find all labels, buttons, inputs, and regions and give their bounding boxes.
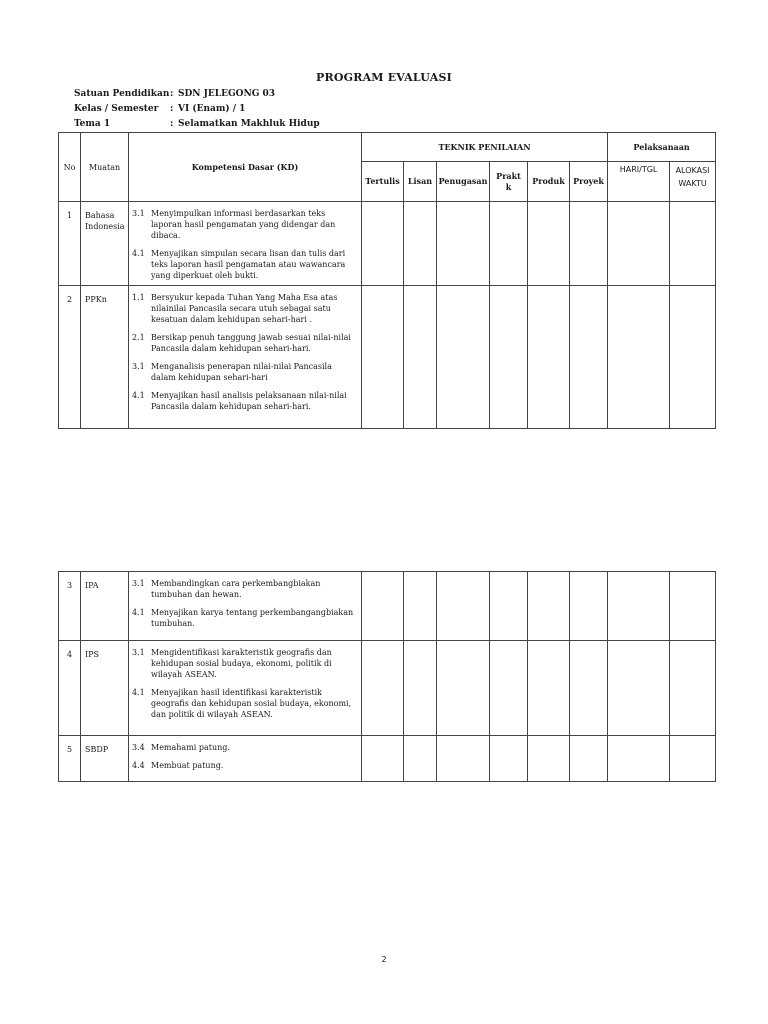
row-muatan (81, 286, 129, 429)
kd-item (132, 248, 357, 281)
header-lisan: Lisan (404, 162, 437, 202)
header-praktik-line1: Prakt (496, 170, 521, 181)
cell-hari-tgl (608, 286, 670, 429)
cell-hari-tgl (608, 736, 670, 782)
kd-item (132, 332, 357, 354)
cell-penugasan (437, 736, 490, 782)
kd-text: Menganalisis penerapan nilai-nilai Pancasila dalam kehidupan sehari-hari (151, 362, 332, 382)
cell-hari-tgl (608, 202, 670, 286)
kd-item (132, 361, 357, 383)
kd-item (132, 760, 357, 771)
cell-alokasi-waktu (670, 286, 716, 429)
kd-number: 3.1 (132, 362, 145, 371)
header-praktik (490, 162, 528, 202)
cell-penugasan (437, 572, 490, 641)
kd-number: 2.1 (132, 333, 145, 342)
row-muatan-line1: SBDP (85, 745, 109, 754)
meta-label: Tema 1 (74, 119, 111, 129)
header-tertulis: Tertulis (362, 162, 404, 202)
row-muatan-line1: PPKn (85, 295, 107, 304)
header-kd: Kompetensi Dasar (KD) (129, 133, 362, 202)
kd-text: Membandingkan cara perkembangbiakan tumbuhan dan hewan. (151, 579, 321, 599)
cell-proyek (570, 202, 608, 286)
meta-row-tema (74, 117, 320, 132)
cell-lisan (404, 202, 437, 286)
cell-praktik (490, 641, 528, 736)
kd-text: Menyajikan hasil identifikasi karakteristik geografis dan kehidupan sosial budaya, ekonomi, dan politik di wilayah ASEAN. (151, 688, 352, 719)
row-muatan-line1: IPA (85, 581, 99, 590)
kd-text: Mengidentifikasi karakteristik geografis dan kehidupan sosial budaya, ekonomi, politik di wilayah ASEAN. (151, 648, 332, 679)
kd-text: Memahami patung. (151, 743, 230, 752)
cell-produk (528, 286, 570, 429)
cell-tertulis (362, 641, 404, 736)
table-row (59, 641, 716, 736)
cell-hari-tgl (608, 641, 670, 736)
table-row (59, 286, 716, 429)
kd-item (132, 647, 357, 680)
kd-text: Menyajikan hasil analisis pelaksanaan nilai-nilai Pancasila dalam kehidupan sehari-hari. (151, 391, 347, 411)
cell-penugasan (437, 202, 490, 286)
row-muatan (81, 641, 129, 736)
cell-alokasi-waktu (670, 641, 716, 736)
row-muatan (81, 736, 129, 782)
header-alokasi-line1: ALOKASI (675, 166, 710, 175)
meta-label: Satuan Pendidikan (74, 89, 170, 99)
table-row (59, 572, 716, 641)
row-no: 4 (59, 641, 81, 736)
kd-text: Menyajikan simpulan secara lisan dan tulis dari teks laporan hasil pengamatan atau wawancara yang diperkuat oleh bukti. (151, 249, 346, 280)
meta-value: VI (Enam) / 1 (178, 104, 246, 114)
kd-item (132, 687, 357, 720)
kd-text: Bersyukur kepada Tuhan Yang Maha Esa atas nilainilai Pancasila secara utuh sebagai satu kesatuan dalam kehidupan sehari-hari . (151, 293, 338, 324)
kd-item (132, 292, 357, 325)
row-muatan (81, 202, 129, 286)
kd-number: 4.4 (132, 761, 145, 770)
kd-number: 1.1 (132, 293, 145, 302)
document-meta (74, 87, 320, 132)
cell-lisan (404, 286, 437, 429)
kd-item (132, 578, 357, 600)
cell-produk (528, 736, 570, 782)
header-produk: Produk (528, 162, 570, 202)
cell-produk (528, 572, 570, 641)
row-kd (129, 736, 362, 782)
row-kd (129, 572, 362, 641)
cell-praktik (490, 286, 528, 429)
cell-lisan (404, 736, 437, 782)
cell-proyek (570, 736, 608, 782)
header-penugasan: Penugasan (437, 162, 490, 202)
kd-item (132, 742, 357, 753)
cell-produk (528, 641, 570, 736)
header-muatan: Muatan (81, 133, 129, 202)
row-muatan-line2: Indonesia (85, 222, 125, 231)
kd-text: Bersikap penuh tanggung jawab sesuai nilai-nilai Pancasila dalam kehidupan sehari-hari. (151, 333, 351, 353)
kd-number: 4.1 (132, 391, 145, 400)
row-no: 1 (59, 202, 81, 286)
table-row (59, 736, 716, 782)
row-kd (129, 202, 362, 286)
kd-text: Menyajikan karya tentang perkembangangbiakan tumbuhan. (151, 608, 354, 628)
kd-text: Menyimpulkan informasi berdasarkan teks laporan hasil pengamatan yang didengar dan dibaca. (151, 209, 336, 240)
kd-item (132, 208, 357, 241)
row-no: 2 (59, 286, 81, 429)
header-hari-tgl (608, 162, 670, 202)
cell-hari-tgl (608, 572, 670, 641)
cell-tertulis (362, 736, 404, 782)
kd-item (132, 607, 357, 629)
meta-row-kelas (74, 102, 320, 117)
cell-lisan (404, 641, 437, 736)
meta-colon: : (170, 89, 174, 99)
row-muatan (81, 572, 129, 641)
kd-number: 3.1 (132, 209, 145, 218)
header-alokasi-waktu (670, 162, 716, 202)
cell-penugasan (437, 641, 490, 736)
cell-proyek (570, 572, 608, 641)
meta-colon: : (170, 119, 174, 129)
kd-number: 3.4 (132, 743, 145, 752)
header-hari-tgl-text: HARI/TGL (619, 165, 658, 174)
cell-lisan (404, 572, 437, 641)
kd-number: 3.1 (132, 648, 145, 657)
table-row (59, 202, 716, 286)
page-number: 2 (381, 955, 387, 964)
header-pelaksanaan: Pelaksanaan (608, 133, 716, 162)
header-proyek: Proyek (570, 162, 608, 202)
cell-tertulis (362, 572, 404, 641)
meta-value: SDN JELEGONG 03 (178, 89, 276, 99)
header-teknik-penilaian: TEKNIK PENILAIAN (362, 133, 608, 162)
kd-item (132, 390, 357, 412)
meta-value: Selamatkan Makhluk Hidup (178, 119, 320, 129)
kd-number: 4.1 (132, 688, 145, 697)
header-no: No (59, 133, 81, 202)
kd-number: 3.1 (132, 579, 145, 588)
kd-number: 4.1 (132, 608, 145, 617)
row-no: 5 (59, 736, 81, 782)
cell-praktik (490, 736, 528, 782)
meta-row-satuan (74, 87, 320, 102)
cell-alokasi-waktu (670, 572, 716, 641)
kd-text: Membuat patung. (151, 761, 224, 770)
meta-colon: : (170, 104, 174, 114)
row-no: 3 (59, 572, 81, 641)
cell-proyek (570, 641, 608, 736)
row-kd (129, 641, 362, 736)
cell-alokasi-waktu (670, 202, 716, 286)
cell-tertulis (362, 286, 404, 429)
cell-tertulis (362, 202, 404, 286)
document-title: PROGRAM EVALUASI (316, 71, 452, 84)
header-alokasi-line2: WAKTU (678, 179, 707, 188)
evaluation-table-top (58, 132, 716, 429)
header-praktik-line2: k (505, 181, 512, 192)
row-kd (129, 286, 362, 429)
meta-label: Kelas / Semester (74, 104, 159, 114)
cell-produk (528, 202, 570, 286)
cell-alokasi-waktu (670, 736, 716, 782)
row-muatan-line1: Bahasa (85, 211, 115, 220)
cell-praktik (490, 572, 528, 641)
kd-number: 4.1 (132, 249, 145, 258)
row-muatan-line1: IPS (85, 650, 100, 659)
cell-proyek (570, 286, 608, 429)
cell-praktik (490, 202, 528, 286)
cell-penugasan (437, 286, 490, 429)
evaluation-table-bottom (58, 571, 716, 782)
